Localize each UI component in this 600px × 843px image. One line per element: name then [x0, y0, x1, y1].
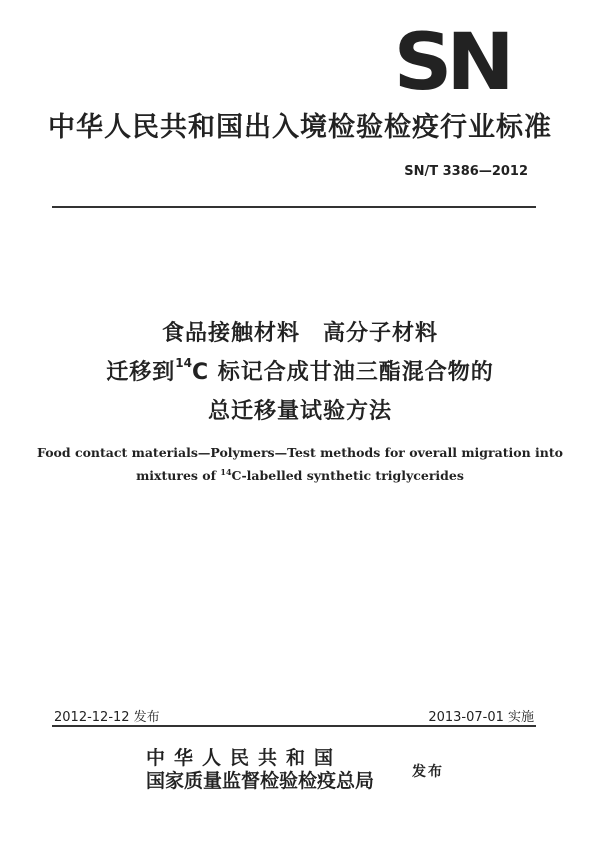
sn-logo: SN	[393, 18, 509, 108]
chinese-title-line-2	[0, 355, 600, 386]
chinese-title-line-1: 食品接触材料 高分子材料	[161, 321, 438, 346]
effective-date: 2013-07-01 实施	[428, 710, 534, 725]
chinese-title-line-2-rest: C 标记合成甘油三酯混合物的	[191, 360, 494, 385]
standard-number: SN/T 3386—2012	[404, 164, 528, 179]
chinese-title-line-2-prefix: 迁移到	[106, 360, 176, 385]
bottom-divider	[52, 725, 536, 727]
english-title-line-2	[0, 468, 600, 483]
issuer-line-1: 中华人民共和国	[146, 747, 343, 769]
top-divider	[52, 206, 536, 208]
organization-title: 中华人民共和国出入境检验检疫行业标准	[48, 112, 552, 143]
issuer-block	[146, 747, 374, 793]
english-title-superscript: 14	[220, 467, 232, 477]
english-title-line-2-rest: C-labelled synthetic triglycerides	[231, 468, 464, 483]
english-title-line-2-prefix: mixtures of	[136, 468, 221, 483]
chinese-title-superscript: 14	[175, 356, 192, 370]
issue-date: 2012-12-12 发布	[54, 710, 160, 725]
issuer-line-2: 国家质量监督检验检疫总局	[146, 770, 375, 792]
issuer-suffix: 发布	[412, 764, 444, 780]
english-title-line-1: Food contact materials—Polymers—Test methods for overall migration into	[37, 445, 563, 460]
chinese-title-line-3: 总迁移量试验方法	[207, 399, 392, 424]
